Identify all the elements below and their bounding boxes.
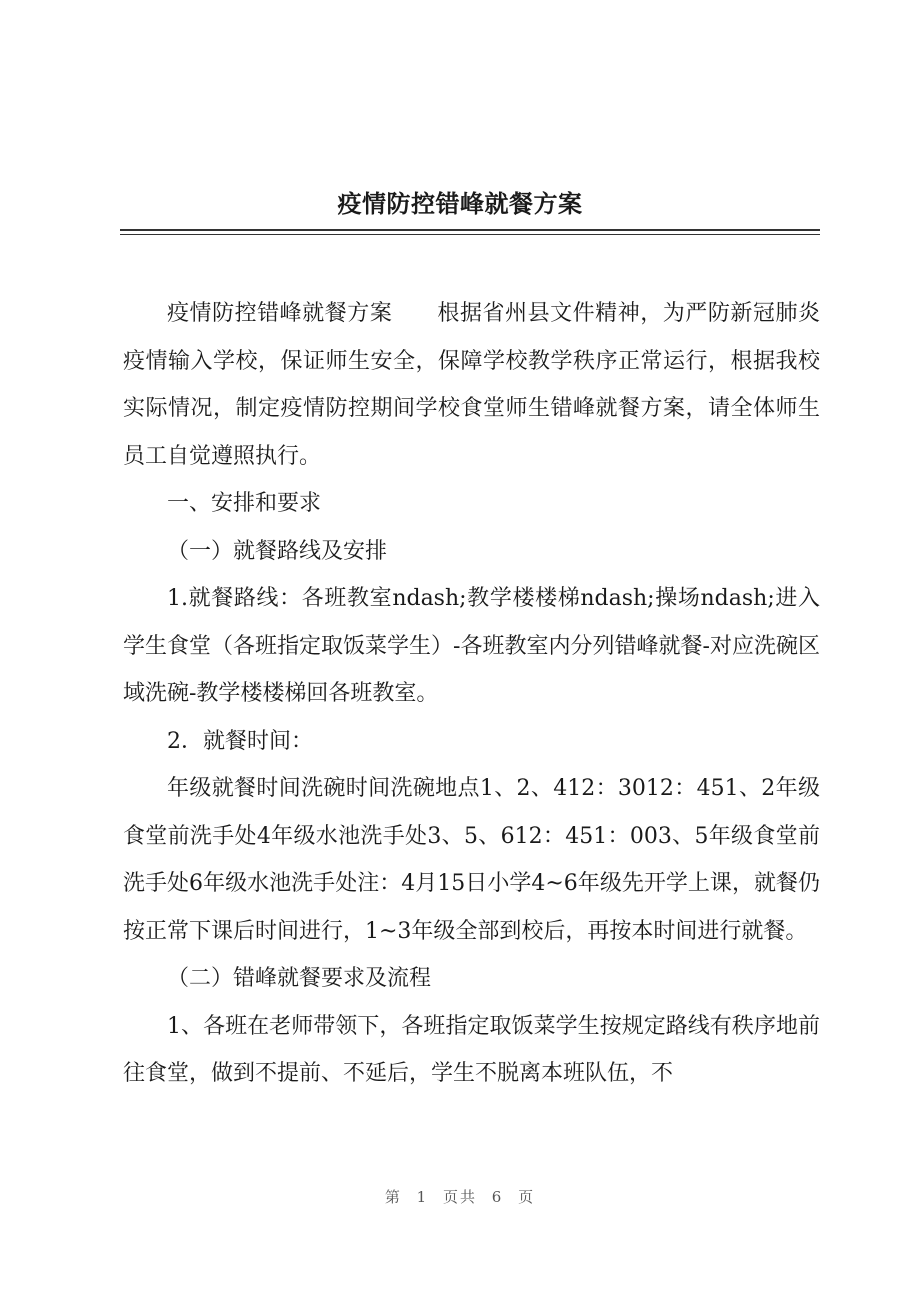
subsection-heading-2: （二）错峰就餐要求及流程	[167, 966, 432, 991]
intro-paragraph: 疫情防控错峰就餐方案 根据省州县文件精神，为严防新冠肺炎疫情输入学校，保证师生安全，保障学校教学秩序正常运行，根据我校实际情况，制定疫情防控期间学校食堂师生错峰就餐方案，请全体师生员工自觉遵照执行。	[123, 301, 820, 469]
title-divider-thin	[120, 234, 820, 235]
section-heading-1: 一、安排和要求	[167, 491, 322, 516]
dining-schedule-paragraph: 年级就餐时间洗碗时间洗碗地点1、2、412：3012：451、2年级食堂前洗手处4年级水池洗手处3、5、612：451：003、5年级食堂前洗手处6年级水池洗手处注：4月15日小学4~6年级先开学上课，就餐仍按正常下课后时间进行，1~3年级全部到校后，再按本时间进行就餐。	[123, 776, 820, 944]
document-title: 疫情防控错峰就餐方案	[337, 189, 583, 218]
footer-middle: 页共	[442, 1188, 477, 1206]
footer-page-total: 6	[491, 1188, 504, 1206]
title-divider-thick	[120, 229, 820, 231]
dining-time-heading: 2．就餐时间：	[167, 728, 313, 754]
dining-route-paragraph: 1.就餐路线：各班教室ndash;教学楼楼梯ndash;操场ndash;进入学生食堂（各班指定取饭菜学生）-各班教室内分列错峰就餐-对应洗碗区域洗碗-教学楼楼梯回各班教室。	[123, 586, 820, 706]
footer-page-number: 1	[416, 1188, 429, 1206]
document-body	[123, 290, 820, 1098]
page-footer	[0, 1186, 920, 1207]
footer-suffix: 页	[518, 1188, 536, 1206]
footer-prefix: 第	[384, 1188, 402, 1206]
requirements-paragraph: 1、各班在老师带领下，各班指定取饭菜学生按规定路线有秩序地前往食堂，做到不提前、不延后，学生不脱离本班队伍，不	[123, 1013, 820, 1086]
subsection-heading-1: （一）就餐路线及安排	[167, 538, 388, 564]
